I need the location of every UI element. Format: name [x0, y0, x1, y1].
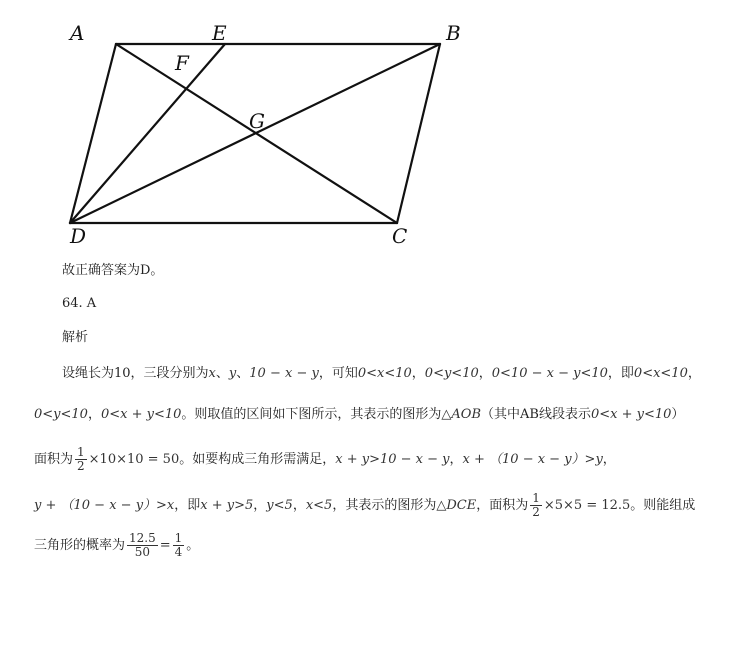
- fraction: [530, 492, 542, 519]
- solution-line-2: [34, 406, 684, 424]
- text: 。则取值的区间如下图所示，其表示的图形为: [181, 407, 442, 422]
- answer-text: 故正确答案为D。: [62, 263, 164, 278]
- segment-BC: [397, 44, 440, 223]
- math: 0<x + y<10: [590, 407, 672, 422]
- math: ×5×5 = 12.5: [543, 498, 631, 513]
- text: ，: [253, 498, 267, 513]
- text: 、: [236, 366, 250, 381]
- label-G: G: [249, 109, 265, 133]
- text: ，: [602, 452, 616, 467]
- solution-line-3: [34, 446, 616, 473]
- text: ，: [292, 498, 306, 513]
- fraction-denominator: 2: [532, 505, 540, 519]
- text: ，: [449, 452, 463, 467]
- math: x + y>5: [200, 498, 254, 513]
- math: △DCE: [436, 498, 477, 513]
- fraction-denominator: 4: [174, 545, 183, 559]
- text: 三角形的概率为: [34, 538, 126, 553]
- math: ×10×10 = 50: [88, 452, 180, 467]
- text: 面积为: [34, 452, 74, 467]
- text: ，面积为: [476, 498, 529, 513]
- math: x: [208, 366, 216, 381]
- label-C: C: [392, 224, 408, 248]
- text: ，即: [607, 366, 634, 381]
- text: 、: [215, 366, 229, 381]
- text: ）: [671, 407, 685, 422]
- math: y + （10 − x − y）>x: [34, 498, 175, 513]
- solution-line-4: [34, 492, 695, 519]
- analysis-heading: [62, 329, 88, 347]
- parallelogram-figure: [0, 0, 740, 255]
- label-F: F: [175, 51, 189, 75]
- label-D: D: [70, 224, 87, 248]
- fraction-denominator: 2: [77, 459, 85, 473]
- text: ，即: [174, 498, 201, 513]
- text: ，: [87, 407, 101, 422]
- label-E: E: [212, 21, 227, 45]
- text: ，: [411, 366, 425, 381]
- math: 0<x + y<10: [100, 407, 182, 422]
- text: 。则能组成: [630, 498, 696, 513]
- fraction-numerator: 12.5: [129, 531, 156, 545]
- solution-line-1: [62, 365, 701, 383]
- math: △AOB: [441, 407, 482, 422]
- text: ，: [687, 366, 701, 381]
- label-A: A: [70, 21, 85, 45]
- math: x + （10 − x − y）>y: [462, 452, 603, 467]
- question-number-text: 64. A: [62, 296, 97, 311]
- fraction: [173, 532, 185, 559]
- text: ，可知: [318, 366, 358, 381]
- label-B: B: [446, 21, 461, 45]
- text: 。: [186, 538, 200, 553]
- text: 。如要构成三角形需满足，: [179, 452, 336, 467]
- fraction-numerator: 1: [174, 531, 183, 545]
- analysis-heading-text: 解析: [62, 330, 89, 345]
- segment-DB: [70, 44, 440, 223]
- fraction-denominator: 50: [134, 545, 151, 559]
- math: 0<x<10: [633, 366, 688, 381]
- math: 10 − x − y: [249, 366, 319, 381]
- fraction: [127, 532, 158, 559]
- question-number: [62, 295, 96, 313]
- math: 0<x<10: [357, 366, 412, 381]
- math: y<5: [266, 498, 293, 513]
- text: ，: [478, 366, 492, 381]
- math: 0<10 − x − y<10: [491, 366, 608, 381]
- fraction-numerator: 1: [532, 491, 540, 505]
- math: x + y>10 − x − y: [335, 452, 450, 467]
- text: ，其表示的图形为: [332, 498, 437, 513]
- math: x<5: [305, 498, 333, 513]
- text: （其中AB线段表示: [481, 407, 591, 422]
- answer-line: [62, 262, 163, 280]
- fraction-numerator: 1: [77, 445, 85, 459]
- math: y: [228, 366, 237, 381]
- math: =: [159, 538, 171, 553]
- math: 0<y<10: [34, 407, 88, 422]
- text: 设绳长为10，三段分别为: [62, 366, 209, 381]
- math: 0<y<10: [424, 366, 479, 381]
- fraction: [75, 446, 87, 473]
- solution-line-5: [34, 532, 199, 559]
